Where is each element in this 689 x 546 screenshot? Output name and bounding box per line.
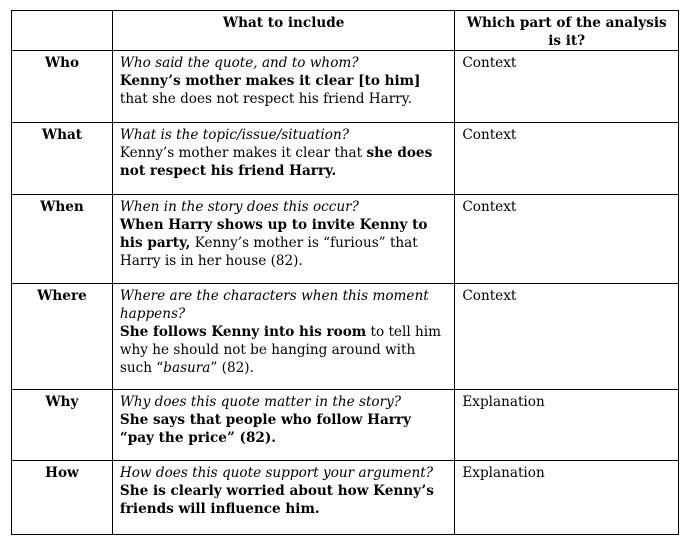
row-label: Who xyxy=(12,51,113,123)
answer-segment: She is clearly worried about how Kenny’s friends will influence him. xyxy=(119,483,434,517)
guiding-question: How does this quote support your argument? xyxy=(119,465,433,481)
answer-segment: When Harry shows up to invite Kenny to his party, xyxy=(119,217,428,251)
answer-segment: Kenny’s mother makes it clear [to him] xyxy=(119,73,421,89)
guiding-question: When in the story does this occur? xyxy=(119,199,359,215)
analysis-part-cell: Context xyxy=(455,123,679,195)
header-row xyxy=(12,11,679,51)
include-cell xyxy=(112,284,454,390)
analysis-part-cell: Context xyxy=(455,284,679,390)
answer-text xyxy=(120,412,411,446)
answer-segment: Kenny’s mother makes it clear that xyxy=(119,145,367,161)
answer-text xyxy=(120,324,441,376)
row-label: Where xyxy=(12,284,113,390)
header-blank-cell xyxy=(12,11,113,51)
header-analysis-part: Which part of the analysis is it? xyxy=(455,11,679,51)
analysis-part-cell: Context xyxy=(455,51,679,123)
answer-text xyxy=(120,145,432,179)
row-label: Why xyxy=(12,390,113,461)
header-what-to-include: What to include xyxy=(112,11,454,51)
answer-segment: Kenny’s mother is “furious” that Harry is in her house (82). xyxy=(119,235,418,269)
answer-segment: basura xyxy=(163,360,211,376)
answer-segment: She follows Kenny into his room xyxy=(119,324,367,340)
guiding-question: What is the topic/issue/situation? xyxy=(119,127,349,143)
table-row xyxy=(12,284,679,390)
guiding-question: Who said the quote, and to whom? xyxy=(119,55,359,71)
answer-segment: to tell him why he should not be hanging around with such “ xyxy=(119,324,441,376)
guiding-question: Why does this quote matter in the story? xyxy=(119,394,402,410)
row-label: How xyxy=(12,461,113,535)
table-row xyxy=(12,461,679,535)
row-label: What xyxy=(12,123,113,195)
analysis-part-cell: Explanation xyxy=(455,390,679,461)
answer-text xyxy=(120,217,428,269)
table-row xyxy=(12,195,679,284)
guiding-question: Where are the characters when this moment happens? xyxy=(119,288,429,322)
table-row xyxy=(12,390,679,461)
table-row xyxy=(12,123,679,195)
include-cell xyxy=(112,51,454,123)
analysis-part-cell: Explanation xyxy=(455,461,679,535)
table-row xyxy=(12,51,679,123)
answer-segment: ” (82). xyxy=(210,360,254,376)
include-cell xyxy=(112,195,454,284)
answer-segment: She says that people who follow Harry “pay the price” (82). xyxy=(119,412,411,446)
answer-text xyxy=(120,73,421,107)
analysis-table xyxy=(11,10,679,535)
include-cell xyxy=(112,461,454,535)
include-cell xyxy=(112,390,454,461)
include-cell xyxy=(112,123,454,195)
answer-text xyxy=(120,483,434,517)
row-label: When xyxy=(12,195,113,284)
answer-segment: that she does not respect his friend Harry. xyxy=(119,91,412,107)
answer-segment: she does not respect his friend Harry. xyxy=(119,145,433,179)
analysis-part-cell: Context xyxy=(455,195,679,284)
